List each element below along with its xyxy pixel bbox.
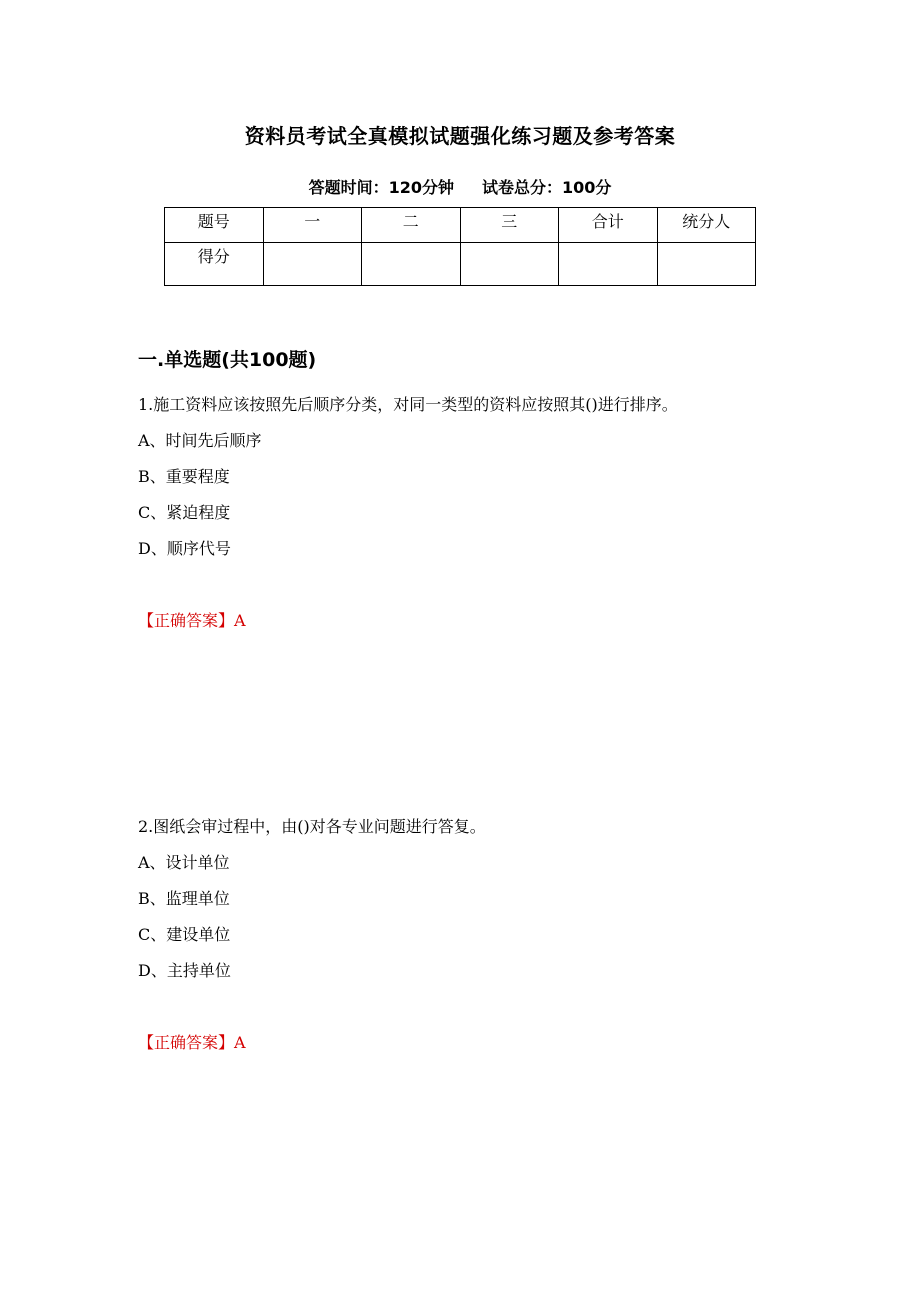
score-table-header-row — [165, 208, 756, 243]
section-title: 一.单选题(共100题) — [138, 349, 317, 371]
score-row-label: 得分 — [165, 243, 264, 286]
document-title: 资料员考试全真模拟试题强化练习题及参考答案 — [244, 124, 676, 148]
score-cell — [559, 243, 658, 286]
score-header-cell: 合计 — [559, 208, 658, 243]
exam-time: 答题时间：120分钟 — [308, 178, 454, 197]
question-option: C、建设单位 — [138, 925, 231, 944]
question-stem: 2.图纸会审过程中，由()对各专业问题进行答复。 — [138, 817, 486, 836]
question-option: C、紧迫程度 — [138, 503, 231, 522]
score-cell — [362, 243, 461, 286]
score-cell — [657, 243, 756, 286]
score-cell — [263, 243, 362, 286]
score-table — [164, 207, 756, 286]
exam-total-score: 试卷总分：100分 — [482, 178, 612, 197]
score-table-score-row — [165, 243, 756, 286]
question-option: A、时间先后顺序 — [138, 431, 262, 450]
question-option: D、顺序代号 — [138, 539, 231, 558]
score-header-cell: 统分人 — [657, 208, 756, 243]
question-option: D、主持单位 — [138, 961, 231, 980]
score-cell — [460, 243, 559, 286]
question-option: B、重要程度 — [138, 467, 230, 486]
question-option: A、设计单位 — [138, 853, 230, 872]
correct-answer: 【正确答案】A — [138, 1033, 246, 1052]
question-stem: 1.施工资料应该按照先后顺序分类，对同一类型的资料应按照其()进行排序。 — [138, 395, 678, 414]
exam-meta — [0, 175, 920, 198]
question-option: B、监理单位 — [138, 889, 230, 908]
score-header-cell: 二 — [362, 208, 461, 243]
score-header-cell: 一 — [263, 208, 362, 243]
score-header-cell: 三 — [460, 208, 559, 243]
score-header-cell: 题号 — [165, 208, 264, 243]
correct-answer: 【正确答案】A — [138, 611, 246, 630]
